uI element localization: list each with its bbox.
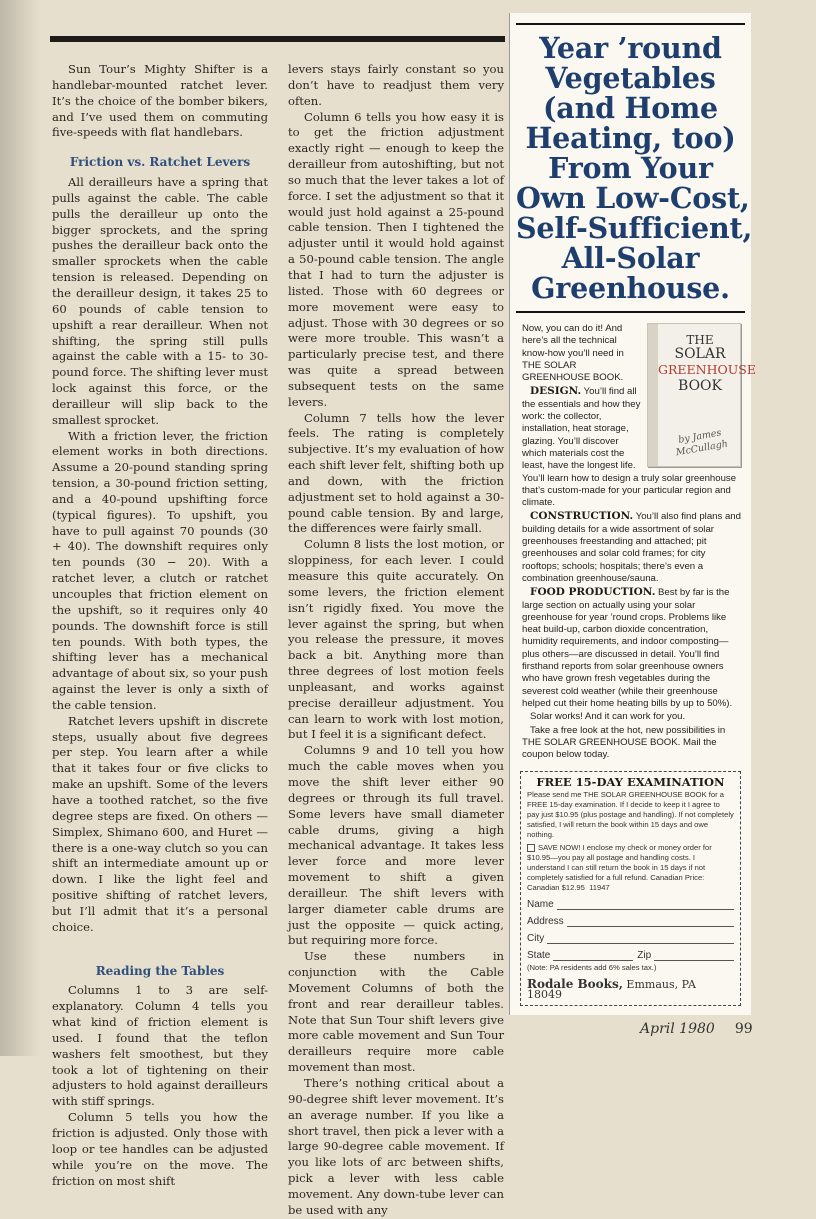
article-column-2 (288, 62, 504, 1219)
tax-note: (Note: PA residents add 6% sales tax.) (527, 963, 657, 973)
ad-food (522, 586, 741, 710)
page-footer (640, 1021, 753, 1037)
book-spine (648, 324, 658, 466)
ad-intro: Now, you can do it! And here’s all the technical know-how you’ll need in THE SOLAR GREENHOUSE BOOK. (522, 323, 624, 384)
headline-line: (and Home (543, 91, 718, 125)
address-field[interactable]: Address (527, 916, 734, 927)
book-title-solar: SOLAR (674, 346, 726, 362)
coupon-save-option: SAVE NOW! I enclose my check or money order for $10.95—you pay all postage and handling costs. I understand I can still return the book in 15 days if not completely satisfied for a full refund. Canadian Price: Canadian $12.95 11947 (527, 843, 712, 893)
ad-design-text: You’ll find all the essentials and how they work: the collector, installation, heat storage, glazing. You’ll discover which materials cost the least, have the longest life. You’ll learn how to design a truly solar greenhouse that’s custom-made for your particular region and climate. (522, 386, 737, 509)
save-now-checkbox[interactable] (527, 844, 535, 852)
order-coupon (520, 771, 741, 1006)
paragraph: Sun Tour’s Mighty Shifter is a handlebar-mounted ratchet lever. It’s the choice of the bomber bikers, and I’ve used them on commuting five-speeds with flat handlebars. (52, 62, 268, 140)
paragraph: All derailleurs have a spring that pulls against the cable. The cable pulls the derailleur up onto the bigger sprockets, and the spring pushes the derailleur back onto the smaller sprockets when the cable tension is released. Depending on the derailleur design, it takes 25 to 60 pounds of cable tension to upshift a rear derailleur. When not shifting, the spring still pulls against the cable with a 15- to 30-pound force. The shifting lever must lock against this force, or the derailleur will slip back to the smallest sprocket. (52, 175, 268, 427)
city-field[interactable]: City (527, 933, 734, 944)
page-number: 99 (734, 1021, 753, 1037)
state-zip-field[interactable]: State Zip (527, 950, 734, 961)
paragraph: Column 7 tells how the lever feels. The rating is completely subjective. It’s my evaluation of how each shift lever felt, shifting both up and down, with the friction adjustment set to hold against a 30-pound cable tension. By and large, the differences were fairly small. (288, 410, 504, 536)
section-heading-reading-tables: Reading the Tables (95, 963, 225, 978)
paragraph: Columns 1 to 3 are self-explanatory. Column 4 tells you what kind of friction element is used. I found that the teflon washers felt smoothest, but they took a lot of tightening on their adjusters to hold against derailleurs with stiff springs. (52, 983, 268, 1109)
paragraph: Column 5 tells you how the friction is adjusted. Only those with loop or tee handles can be adjusted while you’re on the move. The friction on most shift (52, 1110, 268, 1188)
ad-mid-rule (516, 311, 745, 313)
paragraph: Columns 9 and 10 tell you how much the cable moves when you move the shift lever either 90 degrees or through its full travel. Some levers have small diameter cable drums, giving a high mechanical advantage. It takes less lever force and more lever movement to shift a given derailleur. The shift levers with larger diameter cable drums are just the opposite — quick acting, but requiring more force. (288, 743, 504, 948)
publisher-address: Emmaus, PA 18049 (527, 978, 696, 1002)
top-rule (50, 36, 505, 42)
ad-closing: Take a free look at the hot, new possibilities in THE SOLAR GREENHOUSE BOOK. Mail the coupon below today. (522, 724, 726, 761)
book-author: by James McCullagh (675, 427, 729, 460)
ad-construction-text: You’ll also find plans and building details for a wide assortment of solar greenhouses freestanding and attached; pit greenhouses and solar cold frames; for city rooftops; schools; hospitals; there’s even a combination greenhouse/sauna. (522, 511, 741, 584)
book-title-book: BOOK (678, 378, 722, 394)
publisher-line (527, 979, 734, 1000)
page-gutter-shadow (0, 0, 40, 1056)
book-title-greenhouse: GREENHOUSE (658, 362, 756, 377)
paragraph: Use these numbers in conjunction with the Cable Movement Columns of both the front and rear derailleur tables. Note that Sun Tour shift levers give more cable movement and Sun Tour derailleurs require more cable movement than most. (288, 949, 504, 1075)
advertisement (509, 13, 756, 1015)
issue-date: April 1980 (640, 1021, 715, 1037)
headline-line: Own Low-Cost, (516, 181, 750, 215)
ad-headline (516, 31, 753, 305)
name-field[interactable]: Name (527, 899, 734, 910)
headline-line: Vegetables (545, 61, 716, 95)
paragraph: levers stays fairly constant so you don’t have to readjust them very often. (288, 62, 504, 108)
publisher-name: Rodale Books, (527, 977, 623, 992)
article-column-1 (52, 62, 268, 1189)
coupon-offer-text: Please send me THE SOLAR GREENHOUSE BOOK for a FREE 15-day examination. If I decide to keep it I agree to pay just $10.95 (plus postage and handling). If not completely satisfied, I will return the book within 15 days and owe nothing. (527, 790, 734, 840)
paragraph: With a friction lever, the friction element works in both directions. Assume a 20-pound standing spring tension, a 30-pound friction setting, and a 40-pound upshifting force (typical figures). To upshift, you have to pull against 70 pounds (30 + 40). The downshift requires only ten pounds (30 − 20). With a ratchet lever, a clutch or ratchet uncouples that friction element on the upshift, so it requires only 40 pounds. The downshift force is still ten pounds. With both types, the shifting lever has a mechanical advantage of about six, so your push against the lever is only a sixth of the cable tension. (52, 428, 268, 712)
headline-line: All-Solar (561, 241, 700, 275)
coupon-title: FREE 15-DAY EXAMINATION (536, 775, 725, 790)
book-title-the: THE (686, 333, 714, 347)
ad-solar-works: Solar works! And it can work for you. (530, 711, 686, 723)
ad-body (522, 323, 756, 761)
paragraph: There’s nothing critical about a 90-degree shift lever movement. It’s an average number. If you like a short travel, then pick a lever with a large 90-degree cable movement. If you like lots of arc between shifts, pick a lever with less cable movement. Any down-tube lever can be used with any (288, 1076, 504, 1217)
paragraph: Column 8 lists the lost motion, or sloppiness, for each lever. I could measure this quite accurately. On some levers, the friction element isn’t rigidly fixed. You move the lever against the spring, but when you release the pressure, it moves back a bit. Anything more than three degrees of lost motion feels unpleasant, and works against precise derailleur adjustment. You can learn to work with lost motion, but I feel it is a significant defect. (288, 537, 504, 742)
headline-line: Greenhouse. (531, 271, 730, 305)
headline-line: From Your (548, 151, 713, 185)
headline-line: Self-Sufficient, (516, 211, 753, 245)
coupon-code: 11947 (589, 883, 610, 893)
paragraph: Column 6 tells you how easy it is to get the friction adjustment exactly right — enough to keep the derailleur from autoshifting, but not so much that the lever takes a lot of force. I set the adjustment so that it would just hold against a 25-pound cable tension. Then I tightened the adjuster until it would hold against a 50-pound cable tension. The angle that I had to turn the adjuster is listed. Those with 60 degrees or more movement were easy to adjust. Those with 30 degrees or so were more trouble. This wasn’t a particularly precise test, and there was quite a spread between subsequent tests on the same levers. (288, 109, 504, 409)
ad-top-rule (516, 23, 745, 25)
ad-food-text: Best by far is the large section on actually using your solar greenhouse for year ’round crops. Problems like heat build-up, carbon dioxide concentration, humidity requirements, and indoor composting—plus others—are discussed in detail. You’ll find firsthand reports from solar greenhouse owners who have grown fresh vegetables during the severest cold weather (while their greenhouse helped cut their home heating bills by up to 50%). (522, 587, 733, 709)
book-cover-image (647, 323, 756, 467)
ad-construction (522, 510, 741, 585)
headline-line: Year ’round (539, 31, 722, 65)
paragraph: Ratchet levers upshift in discrete steps, usually about five degrees per step. You learn after a while that it takes four or five clicks to make an upshift. Some of the levers have a toothed ratchet, so the five degree steps are fixed. On others — Simplex, Shimano 600, and Huret — there is a one-way clutch so you can shift an intermediate amount up or down. I like the light feel and positive shifting of ratchet levers, but I’ll admit that it’s a personal choice. (52, 713, 268, 934)
headline-line: Heating, too) (525, 121, 736, 155)
ad-food-label: FOOD PRODUCTION. (530, 586, 656, 599)
section-heading-friction: Friction vs. Ratchet Levers (69, 155, 251, 170)
ad-design-label: DESIGN. (530, 385, 582, 398)
ad-construction-label: CONSTRUCTION. (530, 510, 634, 523)
